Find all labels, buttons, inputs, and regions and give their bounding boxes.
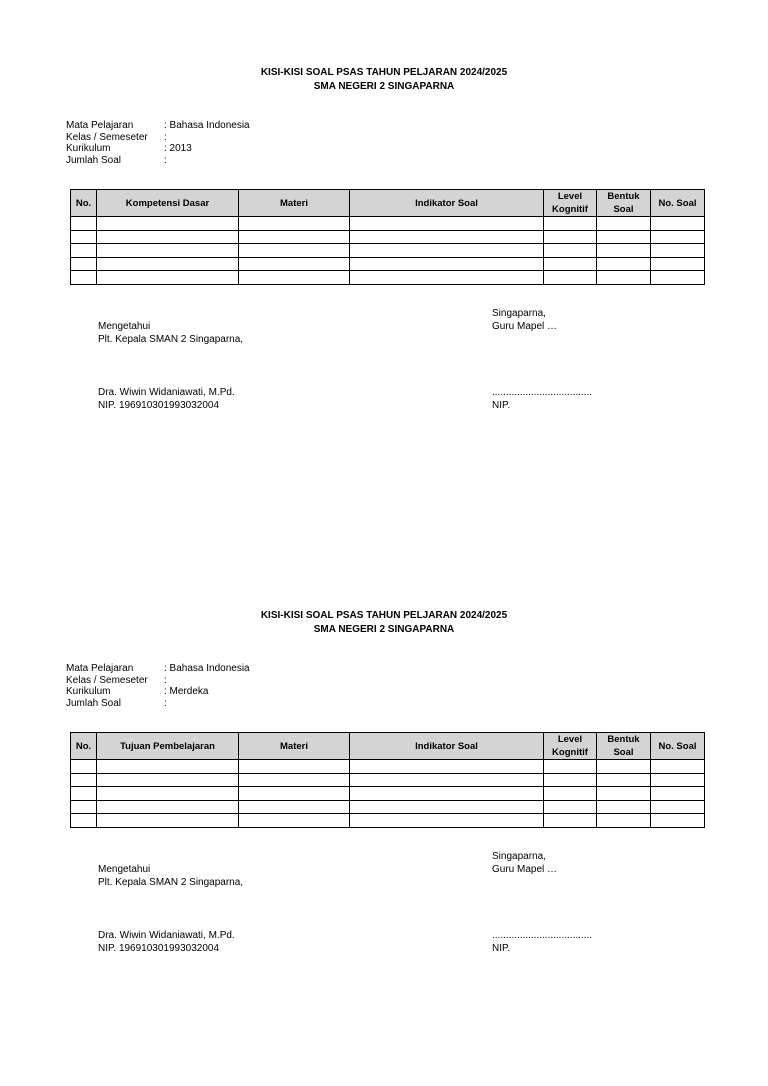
table-cell [71, 787, 97, 801]
header-tujuan-pembelajaran: Tujuan Pembelajaran [97, 733, 239, 760]
teacher-nip: NIP. [492, 400, 511, 411]
teacher-name-placeholder: .................................... [492, 387, 593, 398]
table-cell [350, 773, 544, 787]
left-signature-name-block [98, 929, 235, 955]
info-row [66, 132, 250, 144]
info-row [66, 698, 250, 710]
principal-name: Dra. Wiwin Widaniawati, M.Pd. [98, 387, 235, 398]
table-cell [97, 257, 239, 271]
info-label: Mata Pelajaran [66, 663, 134, 674]
table-cell [651, 773, 705, 787]
table-row [71, 257, 705, 271]
info-label: Kurikulum [66, 686, 111, 697]
info-value: : Bahasa Indonesia [164, 663, 250, 674]
info-label: Kelas / Semeseter [66, 674, 148, 686]
table-cell [544, 244, 597, 258]
info-row [66, 686, 250, 698]
info-value: : 2013 [164, 143, 192, 154]
table-cell [350, 800, 544, 814]
table-cell [350, 257, 544, 271]
table-cell [97, 814, 239, 828]
place-text: Singaparna, [492, 851, 546, 862]
title-line-1: KISI-KISI SOAL PSAS TAHUN PELJARAN 2024/2025 [260, 67, 508, 78]
table-cell [71, 230, 97, 244]
right-signature-name-block [492, 929, 592, 955]
table-cell [544, 257, 597, 271]
header-no-soal: No. Soal [651, 190, 705, 217]
table-cell [597, 800, 651, 814]
table-cell [239, 800, 350, 814]
table-cell [97, 271, 239, 285]
info-label: Kelas / Semeseter [66, 131, 148, 143]
principal-name: Dra. Wiwin Widaniawati, M.Pd. [98, 930, 235, 941]
table-cell [239, 787, 350, 801]
document-title [0, 609, 768, 637]
table-cell [544, 800, 597, 814]
table-cell [544, 814, 597, 828]
info-row [66, 663, 250, 675]
info-row [66, 155, 250, 167]
table-cell [651, 230, 705, 244]
document-section-2 [0, 543, 768, 1086]
table-cell [71, 257, 97, 271]
header-indikator-soal: Indikator Soal [350, 190, 544, 217]
table-cell [544, 773, 597, 787]
table-cell [97, 773, 239, 787]
principal-nip: NIP. 196910301993032004 [98, 400, 220, 411]
table-cell [239, 244, 350, 258]
info-value: : [164, 697, 167, 709]
info-value: : [164, 154, 167, 166]
table-cell [239, 257, 350, 271]
principal-role: Plt. Kepala SMAN 2 Singaparna, [98, 877, 244, 888]
principal-role: Plt. Kepala SMAN 2 Singaparna, [98, 334, 244, 345]
info-value: : [164, 674, 167, 686]
teacher-name-placeholder: .................................... [492, 930, 593, 941]
table-cell [544, 217, 597, 231]
left-signature-name-block [98, 386, 235, 412]
table-cell [350, 760, 544, 774]
header-kompetensi-dasar: Kompetensi Dasar [97, 190, 239, 217]
table-cell [597, 257, 651, 271]
table-cell [97, 800, 239, 814]
table-cell [71, 773, 97, 787]
table-row [71, 217, 705, 231]
info-value: : Bahasa Indonesia [164, 120, 250, 131]
table-cell [651, 814, 705, 828]
table-cell [544, 271, 597, 285]
info-row [66, 675, 250, 687]
table-row [71, 773, 705, 787]
table-cell [350, 217, 544, 231]
info-value: : Merdeka [164, 686, 209, 697]
acknowledge-text: Mengetahui [98, 321, 151, 332]
info-block [66, 120, 250, 166]
kisi-kisi-table [70, 732, 705, 828]
table-row [71, 814, 705, 828]
left-signature-block [98, 320, 243, 346]
info-label: Kurikulum [66, 143, 111, 154]
title-line-2: SMA NEGERI 2 SINGAPARNA [313, 624, 455, 635]
table-row [71, 800, 705, 814]
header-no-soal: No. Soal [651, 733, 705, 760]
header-materi: Materi [239, 190, 350, 217]
table-cell [350, 230, 544, 244]
table-header-row [71, 190, 705, 217]
table-cell [71, 271, 97, 285]
table-cell [597, 244, 651, 258]
header-no: No. [71, 733, 97, 760]
info-label: Jumlah Soal [66, 697, 122, 709]
table-cell [597, 760, 651, 774]
table-cell [597, 271, 651, 285]
info-label: Mata Pelajaran [66, 120, 134, 131]
header-level-kognitif: Level Kognitif [544, 733, 597, 760]
table-cell [651, 271, 705, 285]
title-line-2: SMA NEGERI 2 SINGAPARNA [313, 81, 455, 92]
principal-nip: NIP. 196910301993032004 [98, 943, 220, 954]
table-cell [597, 814, 651, 828]
header-bentuk-soal: Bentuk Soal [597, 190, 651, 217]
header-bentuk-soal: Bentuk Soal [597, 733, 651, 760]
teacher-role: Guru Mapel … [492, 321, 558, 332]
table-cell [597, 230, 651, 244]
table-cell [651, 257, 705, 271]
header-no: No. [71, 190, 97, 217]
info-block [66, 663, 250, 709]
table-cell [239, 271, 350, 285]
table-cell [97, 787, 239, 801]
table-cell [651, 760, 705, 774]
table-header-row [71, 733, 705, 760]
table-cell [97, 760, 239, 774]
table-cell [597, 773, 651, 787]
table-cell [350, 787, 544, 801]
header-materi: Materi [239, 733, 350, 760]
acknowledge-text: Mengetahui [98, 864, 151, 875]
table-row [71, 271, 705, 285]
right-signature-block [492, 307, 557, 333]
teacher-nip: NIP. [492, 943, 511, 954]
info-label: Jumlah Soal [66, 154, 122, 166]
table-cell [544, 760, 597, 774]
header-indikator-soal: Indikator Soal [350, 733, 544, 760]
table-cell [350, 814, 544, 828]
table-cell [97, 230, 239, 244]
table-cell [239, 773, 350, 787]
table-cell [71, 760, 97, 774]
table-cell [651, 244, 705, 258]
table-cell [71, 217, 97, 231]
info-row [66, 120, 250, 132]
table-cell [350, 271, 544, 285]
table-row [71, 760, 705, 774]
table-cell [651, 800, 705, 814]
info-value: : [164, 131, 167, 143]
right-signature-name-block [492, 386, 592, 412]
table-cell [651, 787, 705, 801]
document-title [0, 66, 768, 94]
kisi-kisi-table [70, 189, 705, 285]
table-cell [239, 814, 350, 828]
table-cell [350, 244, 544, 258]
table-cell [597, 217, 651, 231]
table-cell [97, 217, 239, 231]
info-row [66, 143, 250, 155]
table-cell [239, 217, 350, 231]
table-cell [239, 230, 350, 244]
place-text: Singaparna, [492, 308, 546, 319]
table-row [71, 230, 705, 244]
table-cell [239, 760, 350, 774]
table-cell [71, 814, 97, 828]
table-cell [544, 230, 597, 244]
right-signature-block [492, 850, 557, 876]
table-cell [597, 787, 651, 801]
table-row [71, 244, 705, 258]
table-row [71, 787, 705, 801]
header-level-kognitif: Level Kognitif [544, 190, 597, 217]
left-signature-block [98, 863, 243, 889]
title-line-1: KISI-KISI SOAL PSAS TAHUN PELJARAN 2024/2025 [260, 610, 508, 621]
teacher-role: Guru Mapel … [492, 864, 558, 875]
table-cell [71, 800, 97, 814]
table-cell [97, 244, 239, 258]
table-cell [544, 787, 597, 801]
table-cell [71, 244, 97, 258]
table-cell [651, 217, 705, 231]
